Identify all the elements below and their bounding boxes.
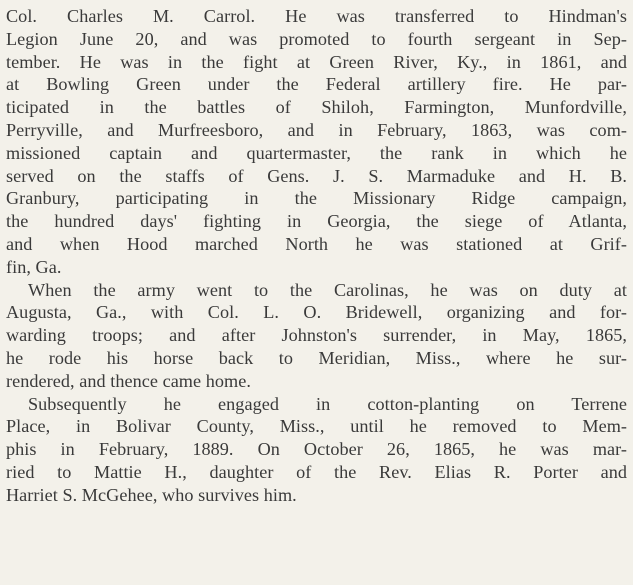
text-line: served on the staffs of Gens. J. S. Marmaduke and H. B. bbox=[6, 165, 627, 186]
text-line: and when Hood marched North he was stationed at Grif- bbox=[6, 233, 627, 254]
text-line: Augusta, Ga., with Col. L. O. Bridewell, organizing and for- bbox=[6, 302, 627, 323]
text-line: When the army went to the Carolinas, he was on duty at bbox=[28, 279, 627, 300]
text-line: at Bowling Green under the Federal artillery fire. He par- bbox=[6, 74, 627, 95]
text-line: warding troops; and after Johnston's surrender, in May, 1865, bbox=[6, 325, 627, 346]
text-line: ried to Mattie H., daughter of the Rev. Elias R. Porter and bbox=[6, 461, 627, 482]
text-line: fin, Ga. bbox=[6, 256, 62, 277]
text-line: tember. He was in the fight at Green River, Ky., in 1861, and bbox=[6, 51, 627, 72]
text-line: he rode his horse back to Meridian, Miss., where he sur- bbox=[6, 347, 627, 368]
paragraph-2 bbox=[6, 279, 627, 393]
text-line: Subsequently he engaged in cotton-planting on Terrene bbox=[28, 393, 627, 414]
text-line: phis in February, 1889. On October 26, 1865, he was mar- bbox=[6, 439, 627, 460]
text-line: Harriet S. McGehee, who survives him. bbox=[6, 484, 297, 505]
text-line: ticipated in the battles of Shiloh, Farmington, Munfordville, bbox=[6, 97, 627, 118]
text-line: Legion June 20, and was promoted to fourth sergeant in Sep- bbox=[6, 28, 627, 49]
text-line: Place, in Bolivar County, Miss., until he removed to Mem- bbox=[6, 416, 627, 437]
text-line: Col. Charles M. Carrol. He was transferred to Hindman's bbox=[6, 6, 627, 26]
paragraph-1 bbox=[6, 5, 627, 279]
paragraph-3 bbox=[6, 393, 627, 507]
text-line: rendered, and thence came home. bbox=[6, 370, 251, 391]
text-line: Granbury, participating in the Missionary Ridge campaign, bbox=[6, 188, 627, 209]
text-line: Perryville, and Murfreesboro, and in February, 1863, was com- bbox=[6, 119, 627, 140]
text-line: missioned captain and quartermaster, the rank in which he bbox=[6, 142, 627, 163]
text-line: the hundred days' fighting in Georgia, the siege of Atlanta, bbox=[6, 211, 627, 232]
